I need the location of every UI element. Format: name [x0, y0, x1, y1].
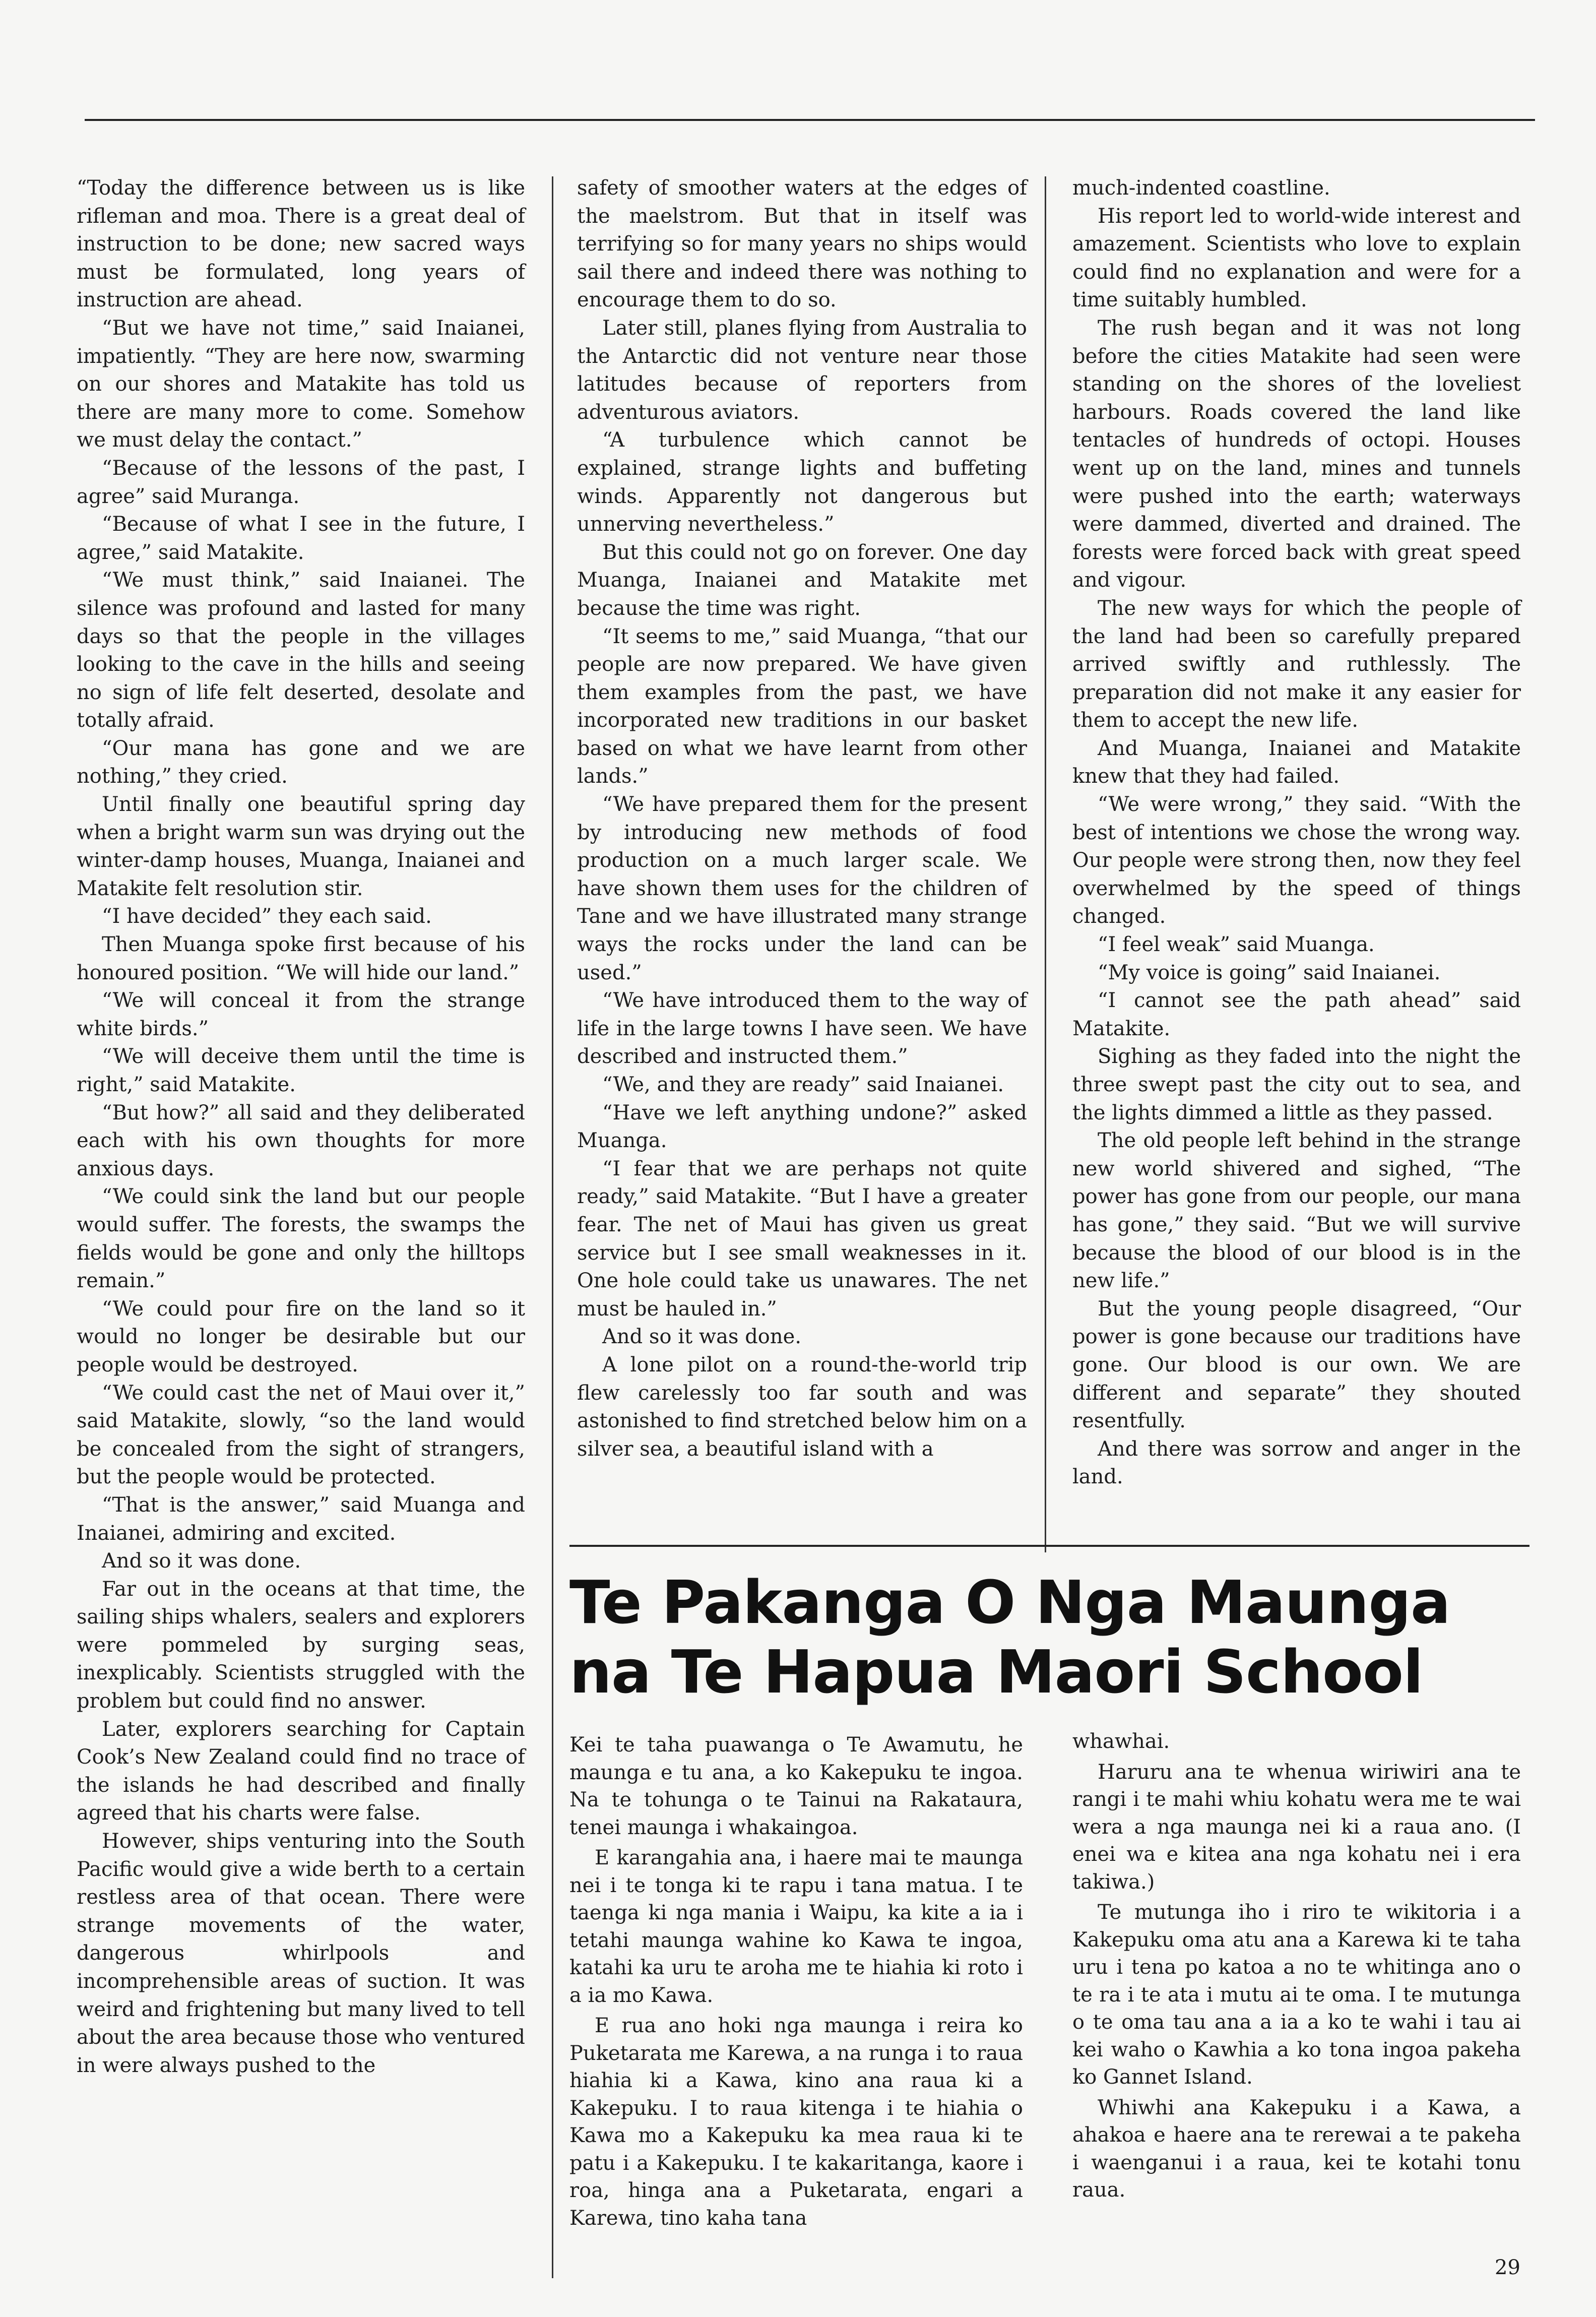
paragraph: “Our mana has gone and we are nothing,” they cried. — [77, 736, 525, 788]
paragraph: Later still, planes flying from Australia to the Antarctic did not venture near those latitudes because of reporters from adventurous aviators. — [577, 316, 1027, 424]
paragraph: “I cannot see the path ahead” said Matakite. — [1072, 989, 1521, 1040]
paragraph: Haruru ana te whenua wiriwiri ana te rangi i te mahi whiu kohatu wera me te wai wera a nga maunga nei ki a raua ano. (I enei wa e kitea ana nga kohatu nei i era takiwa.) — [1072, 1760, 1521, 1894]
paragraph: But the young people disagreed, “Our power is gone because our traditions have gone. Our blood is our own. We are different and separate” they shouted resentfully. — [1072, 1297, 1521, 1433]
paragraph: The new ways for which the people of the land had been so carefully prepared arrived swiftly and ruthlessly. The preparation did not make it any easier for them to accept the new life. — [1072, 596, 1521, 732]
paragraph: A lone pilot on a round-the-world trip flew carelessly too far south and was astonished to find stretched below him on a silver sea, a beautiful island with a — [577, 1353, 1027, 1461]
paragraph: Later, explorers searching for Captain Cook’s New Zealand could find no trace of the islands he had described and finally agreed that his charts were false. — [77, 1717, 525, 1825]
story-column-1 — [77, 174, 525, 2080]
headline-line-2: na Te Hapua Maori School — [569, 1637, 1423, 1707]
paragraph: E rua ano hoki nga maunga i reira ko Puketarata me Karewa, a na runga i to raua hiahia ki a Kawa, kino ana raua ki a Kakepuku. I to raua kitenga i te hiahia o Kawa mo a Kakepuku ka mea raua ki te patu i a Kakepuku. I te kakaritanga, kaore i roa, hinga ana a Puketarata, engari a Karewa, tino kaha tana — [569, 2014, 1023, 2230]
paragraph: Sighing as they faded into the night the three swept past the city out to sea, and the lights dimmed a little as they passed. — [1072, 1045, 1521, 1124]
paragraph: “We must think,” said Inaianei. The silence was profound and lasted for many days so that the people in the villages looking to the cave in the hills and seeing no sign of life felt deserted, desolate and totally afraid. — [77, 569, 525, 732]
paragraph: “That is the answer,” said Muanga and Inaianei, admiring and excited. — [77, 1493, 525, 1545]
paragraph: But this could not go on forever. One day Muanga, Inaianei and Matakite met because the time was right. — [577, 540, 1027, 620]
article-headline — [569, 1568, 1537, 1707]
paragraph: “But how?” all said and they deliberated each with his own thoughts for more anxious days. — [77, 1101, 525, 1180]
headline-line-1: Te Pakanga O Nga Maunga — [569, 1568, 1450, 1637]
paragraph: Whiwhi ana Kakepuku i a Kawa, a ahakoa e haere ana te rerewai a te pakeha i waenganui i a raua, kei te kotahi tonu raua. — [1072, 2096, 1521, 2202]
top-rule — [85, 119, 1535, 121]
paragraph: And so it was done. — [102, 1549, 301, 1573]
paragraph: whawhai. — [1072, 1730, 1170, 1753]
paragraph: “We, and they are ready” said Inaianei. — [602, 1073, 1004, 1096]
paragraph: E karangahia ana, i haere mai te maunga nei i te tonga ki te rapu i tana matua. I te taenga ki nga mania i Waipu, ka kite a ia i tetahi maunga wahine ko Kawa te ingoa, katahi ka uru te aroha me te hiahia ki roto i a ia mo Kawa. — [569, 1846, 1023, 2007]
paragraph: “Because of the lessons of the past, I agree” said Muranga. — [77, 456, 525, 508]
story-column-2 — [577, 174, 1027, 1463]
paragraph: “I fear that we are perhaps not quite ready,” said Matakite. “But I have a greater fear. The net of Maui has given us great service but I see small weaknesses in it. One hole could take us unawares. The net must be hauled in.” — [577, 1157, 1027, 1321]
column-rule — [1045, 176, 1046, 1552]
paragraph: much-indented coastline. — [1072, 176, 1330, 200]
paragraph: “It seems to me,” said Muanga, “that our people are now prepared. We have given them examples from the past, we have incorporated new traditions in our basket based on what we have learnt from other lands.” — [577, 624, 1027, 788]
paragraph: “We have introduced them to the way of life in the large towns I have seen. We have described and instructed them.” — [577, 989, 1027, 1069]
paragraph: Kei te taha puawanga o Te Awamutu, he maunga e tu ana, a ko Kakepuku te ingoa. Na te tohunga o te Tainui na Rakataura, tenei maunga i whakaingoa. — [569, 1733, 1023, 1839]
paragraph: “We could pour fire on the land so it would no longer be desirable but our people would be destroyed. — [77, 1297, 525, 1376]
paragraph: “My voice is going” said Inaianei. — [1098, 961, 1441, 984]
paragraph: “We will deceive them until the time is right,” said Matakite. — [77, 1045, 525, 1096]
paragraph: Until finally one beautiful spring day when a bright warm sun was drying out the winter-damp houses, Muanga, Inaianei and Matakite felt resolution stir. — [77, 793, 525, 900]
paragraph: The old people left behind in the strange new world shivered and sighed, “The power has gone from our people, our mana has gone,” they said. “But we will survive because the blood of our blood is in the new life.” — [1072, 1129, 1521, 1293]
paragraph: And there was sorrow and anger in the land. — [1072, 1437, 1521, 1489]
paragraph: “We were wrong,” they said. “With the best of intentions we chose the wrong way. Our people were strong then, now they feel overwhelmed by the speed of things changed. — [1072, 793, 1521, 928]
article-column-2 — [1072, 1728, 1521, 2207]
paragraph: safety of smoother waters at the edges of the maelstrom. But that in itself was terrifying so for many years no ships would sail there and indeed there was nothing to encourage them to do so. — [577, 176, 1027, 312]
paragraph: “We could cast the net of Maui over it,” said Matakite, slowly, “so the land would be concealed from the sight of strangers, but the people would be protected. — [77, 1381, 525, 1489]
story-column-3 — [1072, 174, 1521, 1491]
paragraph: “A turbulence which cannot be explained, strange lights and buffeting winds. Apparently not dangerous but unnerving nevertheless.” — [577, 428, 1027, 536]
paragraph: His report led to world-wide interest and amazement. Scientists who love to explain could find no explanation and were for a time suitably humbled. — [1072, 204, 1521, 312]
paragraph: “I feel weak” said Muanga. — [1098, 933, 1375, 957]
paragraph: However, ships venturing into the South Pacific would give a wide berth to a certain restless area of that ocean. There were strange movements of the water, dangerous whirlpools and incomprehensible areas of suction. It was weird and frightening but many lived to tell about the area because those who ventured in were always pushed to the — [77, 1830, 525, 2077]
paragraph: “Because of what I see in the future, I agree,” said Matakite. — [77, 513, 525, 564]
column-rule — [552, 176, 553, 2278]
paragraph: And Muanga, Inaianei and Matakite knew that they had failed. — [1072, 736, 1521, 788]
paragraph: “We have prepared them for the present by introducing new methods of food production on a much larger scale. We have shown them uses for the children of Tane and we have illustrated many strange ways the rocks under the land can be used.” — [577, 793, 1027, 984]
paragraph: “Have we left anything undone?” asked Muanga. — [577, 1101, 1027, 1153]
paragraph: “But we have not time,” said Inaianei, impatiently. “They are here now, swarming on our shores and Matakite has told us there are many more to come. Somehow we must delay the contact.” — [77, 316, 525, 452]
paragraph: Te mutunga iho i riro te wikitoria i a Kakepuku oma atu ana a Karewa ki te taha uru i tena po katoa a no te whitinga ano o te ra i te ata i mutu ai te oma. I te mutunga o te oma tau ana a ia a ko te wahi i tau ai kei waho o Kawhia a ko tona ingoa pakeha ko Gannet Island. — [1072, 1901, 1521, 2089]
paragraph: “We will conceal it from the strange white birds.” — [77, 989, 525, 1040]
paragraph: And so it was done. — [602, 1325, 802, 1349]
article-column-1 — [569, 1731, 1023, 2235]
paragraph: “We could sink the land but our people would suffer. The forests, the swamps the fields would be gone and only the hilltops remain.” — [77, 1185, 525, 1293]
paragraph: “I have decided” they each said. — [102, 905, 432, 928]
paragraph: Far out in the oceans at that time, the sailing ships whalers, sealers and explorers were pommeled by surging seas, inexplicably. Scientists struggled with the problem but could find no answer. — [77, 1577, 525, 1713]
paragraph: “Today the difference between us is like rifleman and moa. There is a great deal of instruction to be done; new sacred ways must be formulated, long years of instruction are ahead. — [77, 176, 525, 312]
article-rule — [569, 1545, 1529, 1547]
paragraph: The rush began and it was not long before the cities Matakite had seen were standing on the shores of the loveliest harbours. Roads covered the land like tentacles of hundreds of octopi. Houses went up on the land, mines and tunnels were pushed into the earth; waterways were dammed, diverted and drained. The forests were forced back with great speed and vigour. — [1072, 316, 1521, 592]
paragraph: Then Muanga spoke first because of his honoured position. “We will hide our land.” — [77, 933, 525, 984]
page-number: 29 — [1495, 2256, 1520, 2279]
